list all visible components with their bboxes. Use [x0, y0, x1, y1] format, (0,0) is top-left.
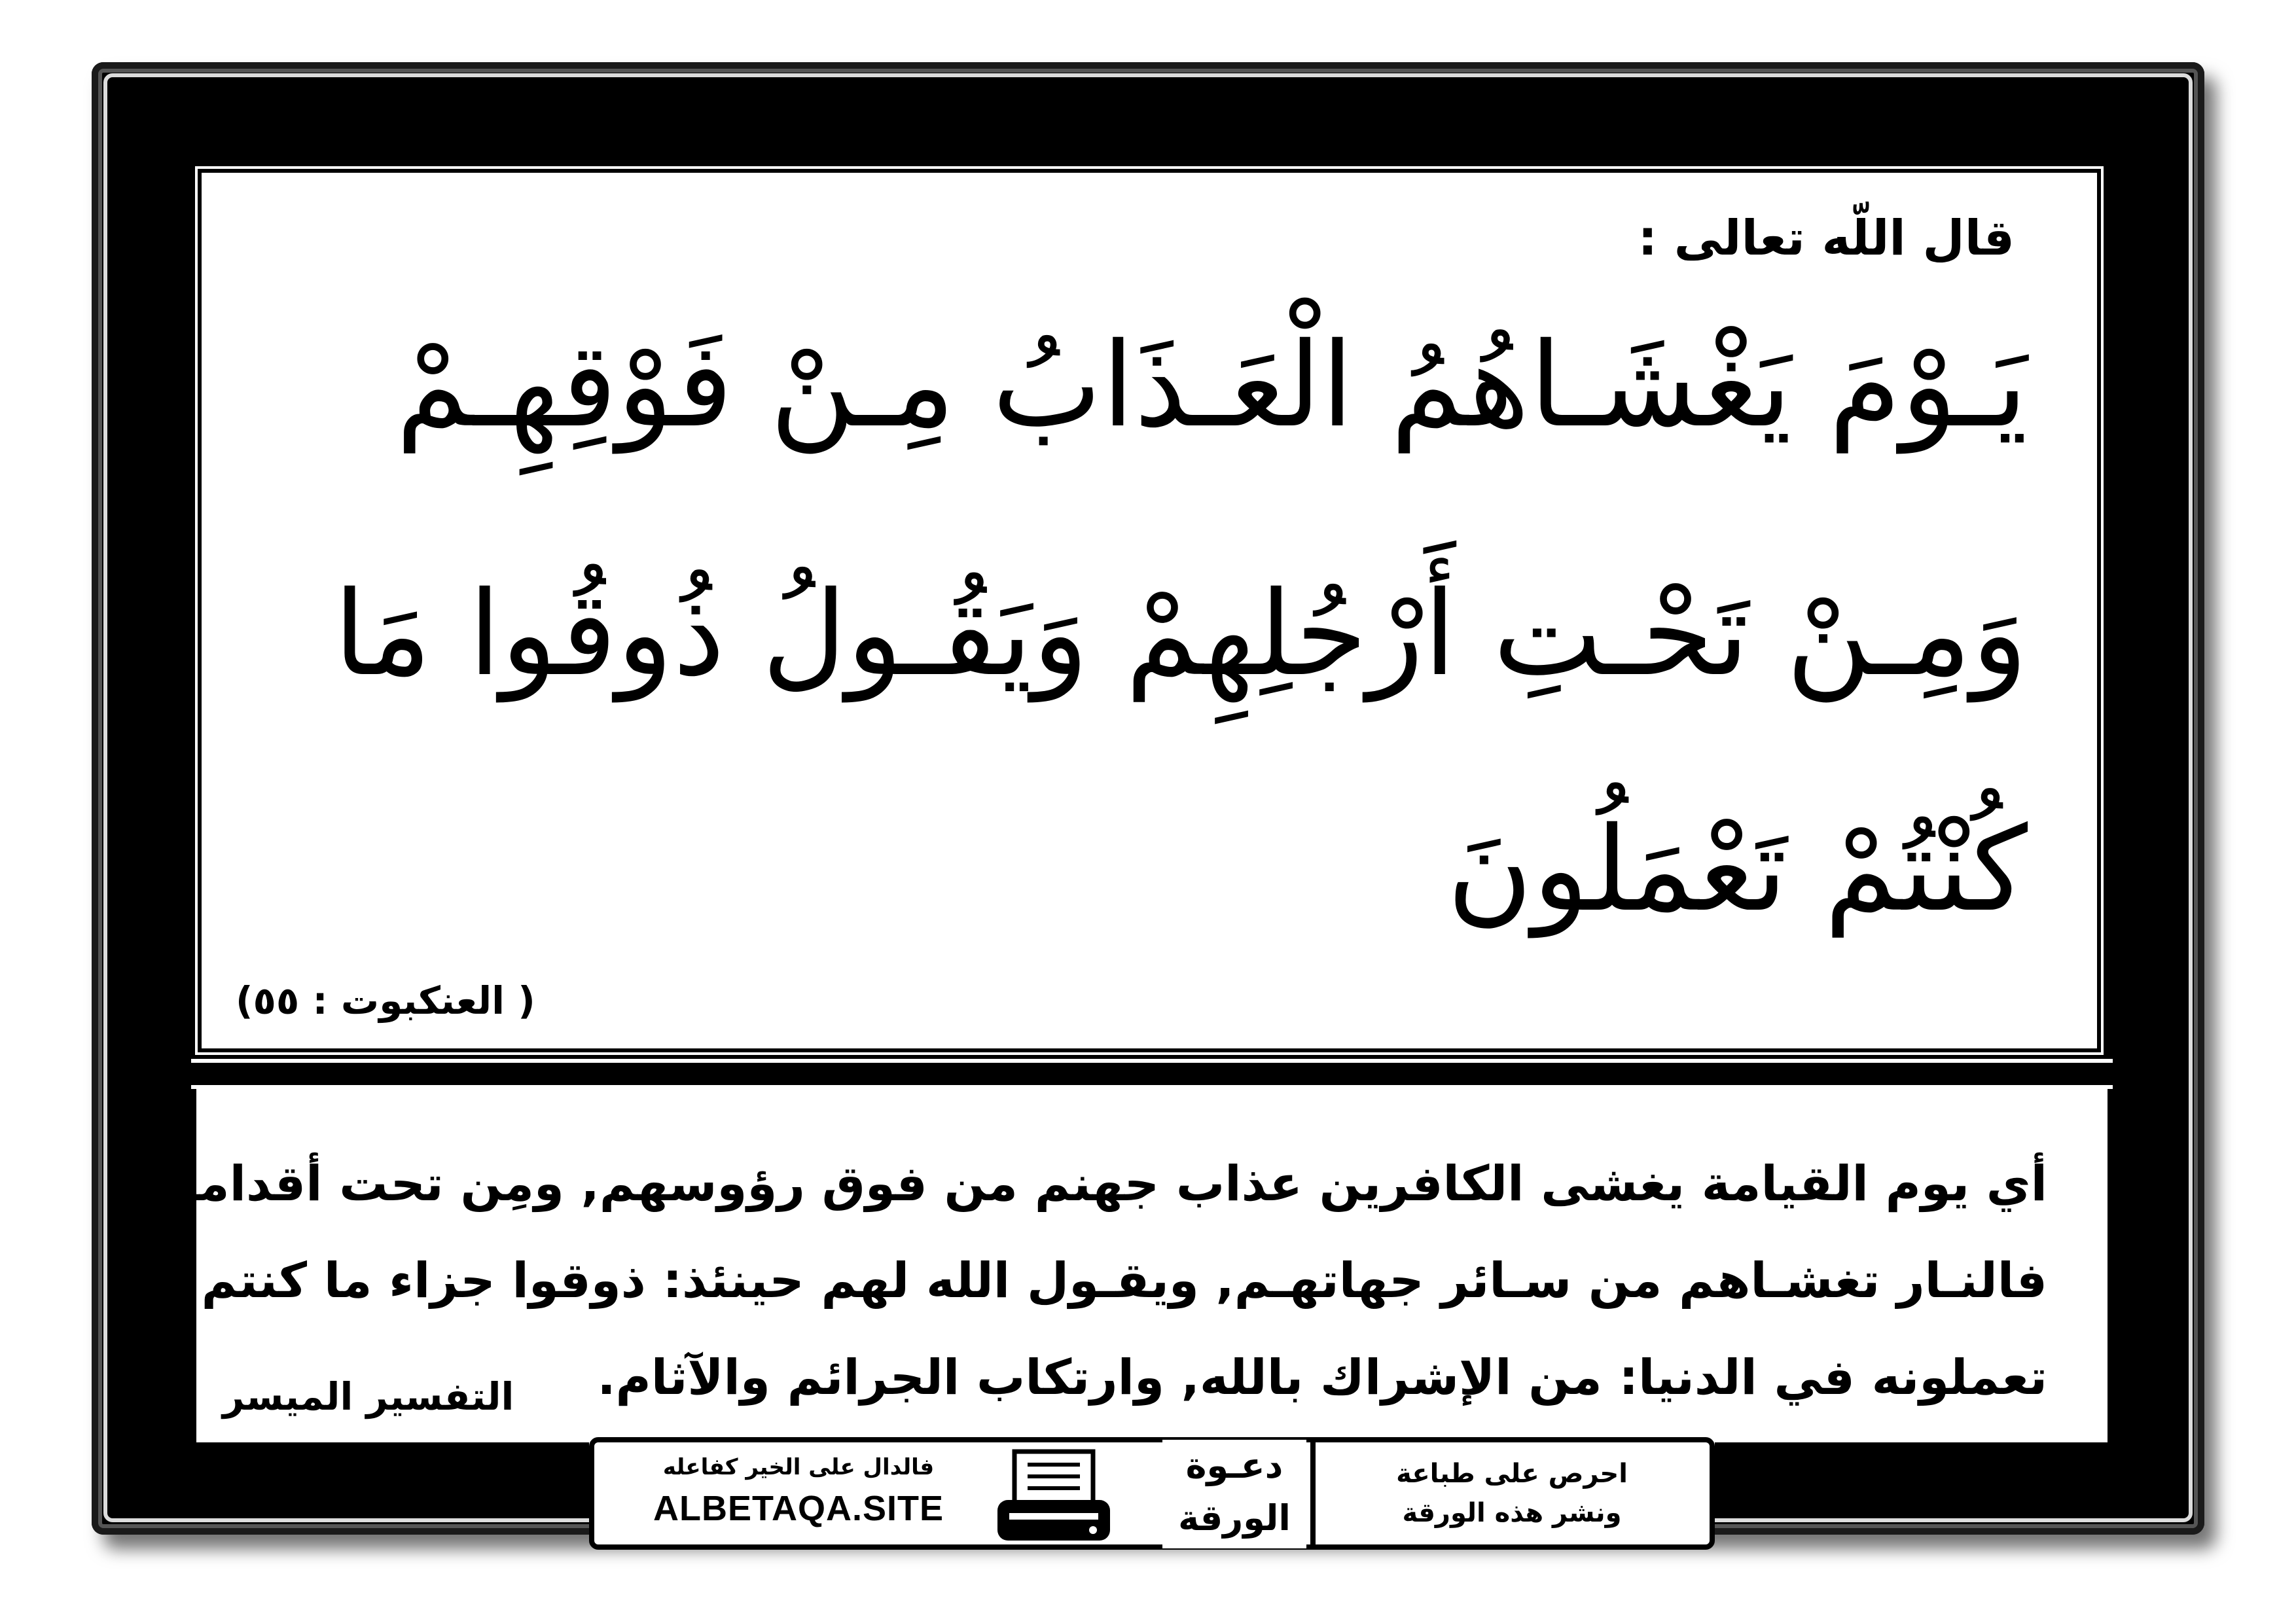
panel-divider [191, 1059, 2113, 1089]
tafsir-line-2: فالنـار تغشـاهم من سـائر جهاتهـم, ويقـول الله لهم حينئذ: ذوقوا جزاء ما كنتم [201, 1253, 2047, 1309]
footer-site-block [628, 1453, 969, 1529]
verse-line-1: يَـوْمَ يَغْشَـاهُمُ الْعَـذَابُ مِـنْ فَوْقِهِـمْ [395, 317, 2028, 453]
print-note-line-1: احرص على طباعة [1396, 1459, 1628, 1489]
footer-site-link[interactable]: ALBETAQA.SITE [653, 1489, 944, 1529]
verse-line-3: كُنْتُمْ تَعْمَلُونَ [1446, 802, 2028, 937]
tafsir-source: التفسير الميسر [223, 1374, 514, 1419]
verse-line-2: وَمِـنْ تَحْـتِ أَرْجُلِهِمْ وَيَقُـولُ ذُوقُوا مَا [333, 566, 2028, 702]
logo-line-1: دعـوة [1185, 1445, 1283, 1486]
footer-print-note [1322, 1454, 1702, 1533]
footer-proverb: فالدال على الخير كفاعله [662, 1454, 935, 1480]
logo-divider [1310, 1437, 1316, 1550]
print-note-line-2: ونشر هذه الورقة [1402, 1498, 1622, 1528]
footer-left-black [196, 1442, 589, 1514]
tafsir-line-3: تعملونه في الدنيا: من الإشراك بالله, وارتكاب الجرائم والآثام. [597, 1349, 2047, 1406]
verse-intro: قال اللّه تعالى : [1638, 210, 2015, 266]
tafsir-line-1: أي يوم القيامة يغشى الكافرين عذاب جهنم من فوق رؤوسهم, ومِن تحت أقدامهم, [111, 1156, 2047, 1212]
verse-reference: ( العنكبوت : ٥٥) [236, 978, 535, 1023]
printer-icon [995, 1449, 1113, 1544]
logo-line-2: الورقة [1178, 1497, 1291, 1539]
daawa-logo [1162, 1440, 1306, 1548]
footer-right-black [1715, 1442, 2113, 1514]
